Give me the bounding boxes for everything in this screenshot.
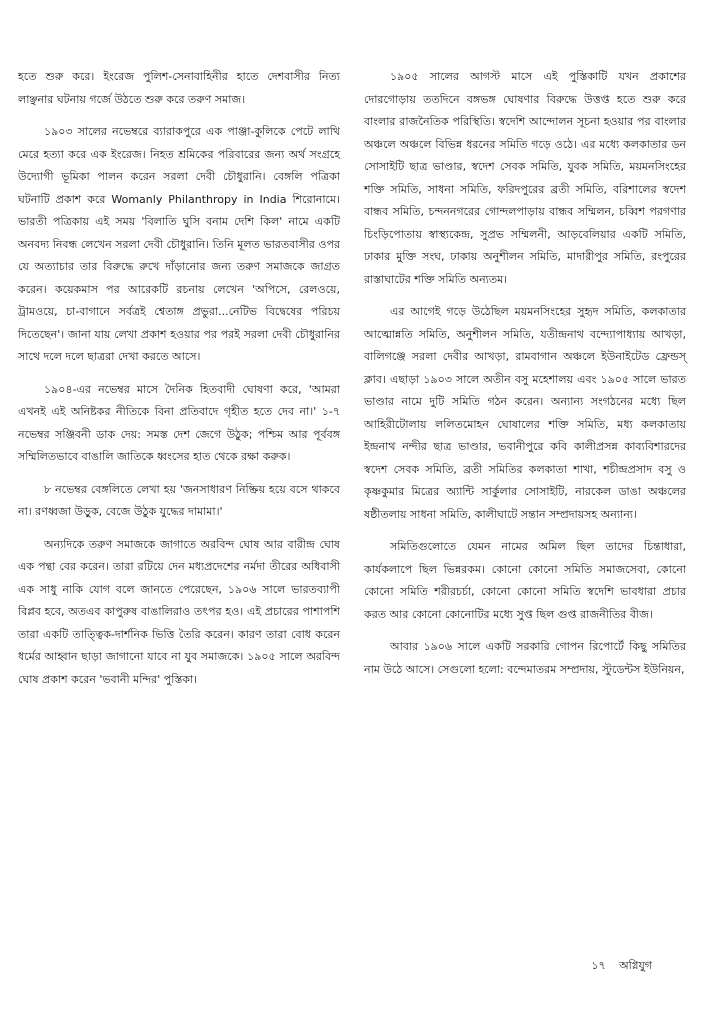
paragraph: অন্যদিকে তরুণ সমাজকে জাগাতে অরবিন্দ ঘোষ আর বারীন্দ্র ঘোষ এক পন্থা বের করেন। তারা রটিয়ে দেন মধ্যপ্রদেশের নর্মদা তীরের অধিবাসী এক সাধু নাকি যোগ বলে জানতে পেরেছেন, ১৯০৬ সালে ভারতব্যাপী বিপ্লব হবে, অতএব কাপুরুষ বাঙালিরাও তৎপর হও। এই প্রচারের পাশাপশি তারা একটি তাত্ত্বিক-দার্শনিক ভিত্তি তৈরি করেন। কারণ তারা বোধ করেন ধর্মের আহ্বান ছাড়া জাগানো যাবে না যুব সমাজকে। ১৯০৫ সালে অরবিন্দ ঘোষ প্রকাশ করেন 'ভবানী মন্দির' পুস্তিকা।: [18, 537, 340, 686]
left-column: [18, 66, 340, 701]
paragraph: ১৯০৫ সালের আগস্ট মাসে এই পুস্তিকাটি যখন প্রকাশের দোরগোড়ায় ততদিনে বঙ্গভঙ্গ ঘোষণার বিরুদ্ধে উত্তপ্ত হতে শুরু করে বাংলার রাজনৈতিক পরিস্থিতি। স্বদেশি আন্দোলন সূচনা হওয়ার পর বাংলার অঞ্চলে অঞ্চলে বিভিন্ন ধরনের সমিতি গড়ে ওঠে। এর মধ্যে কলকাতার ডন সোসাইটি ছাত্র ভাণ্ডার, স্বদেশ সেবক সমিতি, যুবক সমিতি, ময়মনসিংহের শক্তি সমিতি, সাধনা সমিতি, ফরিদপুরের ব্রতী সমিতি, বরিশালের স্বদেশ বান্ধব সমিতি, চন্দননগরের গোন্দলপাড়ায় বান্ধব সম্মিলন, চব্বিশ পরগণার চিংড়িপোতায় স্বাস্থ্যকেন্দ্র, সুপ্রভ সম্মিলনী, আড়বেলিয়ার একটি সমিতি, ঢাকার মুক্তি সংঘ, ঢাকায় অনুশীলন সমিতি, মাদারীপুর সমিতি, রংপুরের রাস্তাঘাটের শক্তি সমিতি অন্যতম।: [364, 70, 686, 286]
right-column: [364, 66, 686, 691]
journal-name: অগ্নিযুগ: [619, 959, 652, 972]
paragraph: আবার ১৯০৬ সালে একটি সরকারি গোপন রিপোর্টে কিছু সমিতির নাম উঠে আসে। সেগুলো হলো: বন্দেমাতরম সম্প্রদায়, স্টুডেন্টস ইউনিয়ন,: [364, 640, 686, 676]
paragraph: ৮ নভেম্বর বেঙ্গলিতে লেখা হয় 'জনসাধারণ নিষ্ক্রিয় হয়ে বসে থাকবে না। রণধ্বজা উড়ুক, বেজে উঠুক যুদ্ধের দামামা।': [18, 482, 340, 518]
paragraph: সমিতিগুলোতে যেমন নামের অমিল ছিল তাদের চিন্তাধারা, কার্যকলাপে ছিল ভিন্নরকম। কোনো কোনো সমিতি সমাজসেবা, কোনো কোনো সমিতি শরীরচর্চা, কোনো কোনো সমিতি স্বদেশি ভাবধারা প্রচার করত আর কোনো কোনোটির মধ্যে সুপ্ত ছিল গুপ্ত রাজনীতির বীজ।: [364, 540, 686, 621]
page-number: ১৭: [591, 959, 606, 972]
paragraph: হতে শুরু করে। ইংরেজ পুলিশ-সেনাবাহিনীর হাতে দেশবাসীর নিত্য লাঞ্ছনার ঘটনায় গর্জে উঠতে শুরু করে তরুণ সমাজ।: [18, 70, 340, 106]
paragraph: ১৯০৩ সালের নভেম্বরে ব্যারাকপুরে এক পাঞ্জা-কুলিকে পেটে লাথি মেরে হত্যা করে এক ইংরেজ। নিহত শ্রমিকের পরিবারের জন্য অর্থ সংগ্রহে উদ্যোগী ভূমিকা পালন করেন সরলা দেবী চৌধুরানি। বেঙ্গলি পত্রিকা ঘটনাটি প্রকাশ করে Womanly Philanthropy in India শিরোনামে। ভারতী পত্রিকায় এই সময় 'বিলাতি ঘুসি বনাম দেশি কিল' নামে একটি অনবদ্য নিবন্ধ লেখেন সরলা দেবী চৌধুরানি। তিনি মূলত ভারতবাসীর ওপর যে অত্যাচার তার বিরুদ্ধে রুখে দাঁড়ানোর জন্য তরুণ সমাজকে জাগ্রত করেন। কয়েকমাস পর আরেকটি রচনায় লেখেন 'অপিসে, রেলওয়ে, ট্রামওয়ে, চা-বাগানে সর্বত্রই শ্বেতাঙ্গ প্রভুরা...নেটিভ বিদ্বেষের পরিচয় দিতেছেন'। জানা যায় লেখা প্রকাশ হওয়ার পর পরই সরলা দেবী চৌধুরানির সাথে দলে দলে ছাত্ররা দেখা করতে আসে।: [18, 125, 340, 363]
paragraph: এর আগেই গড়ে উঠেছিল ময়মনসিংহের সুহৃদ সমিতি, কলকাতার আত্মোন্নতি সমিতি, অনুশীলন সমিতি, যতীন্দ্রনাথ বন্দ্যোপাধ্যায় আখড়া, বালিগঞ্জে সরলা দেবীর আখড়া, রামবাগান অঞ্চলে ইউনাইটেড ফ্রেন্ডস্ ক্লাব। এছাড়া ১৯০৩ সালে অতীন বসু মহেশালয় এবং ১৯০৫ সালে ভারত ভাণ্ডার নামে দুটি সমিতি গঠন করেন। অন্যান্য সংগঠনের মধ্যে ছিল আহিরীটোলায় ললিতমোহন ঘোষালের শক্তি সমিতি, মধ্য কলকাতায় ইন্দ্রনাথ নন্দীর ছাত্র ভাণ্ডার, ভবানীপুরে কবি কালীপ্রসন্ন কাব্যবিশারদের স্বদেশ সেবক সমিতি, ব্রতী সমিতির কলকাতা শাখা, শচীন্দ্রপ্রসাদ বসু ও কৃষ্ণকুমার মিত্রের অ্যান্টি সার্কুলার সোসাইটি, নারকেল ডাঙা অঞ্চলের ষষ্ঠীতলায় সাধনা সমিতি, কালীঘাটে সন্তান সম্প্রদায়সহ অন্যান্য।: [364, 305, 686, 521]
paragraph: ১৯০৪-এর নভেম্বর মাসে দৈনিক হিতবাদী ঘোষণা করে, 'আমরা এখনই এই অনিষ্টকর নীতিকে বিনা প্রতিবাদে গৃহীত হতে দেব না।' ১-৭ নভেম্বর সঞ্জিবনী ডাক দেয়: সমস্ত দেশ জেগে উঠুক; পশ্চিম আর পূর্ববঙ্গ সম্মিলিতভাবে বাঙালি জাতিকে ধ্বংসের হাত থেকে রক্ষা করুক।: [18, 382, 340, 463]
page-footer: [591, 957, 652, 976]
